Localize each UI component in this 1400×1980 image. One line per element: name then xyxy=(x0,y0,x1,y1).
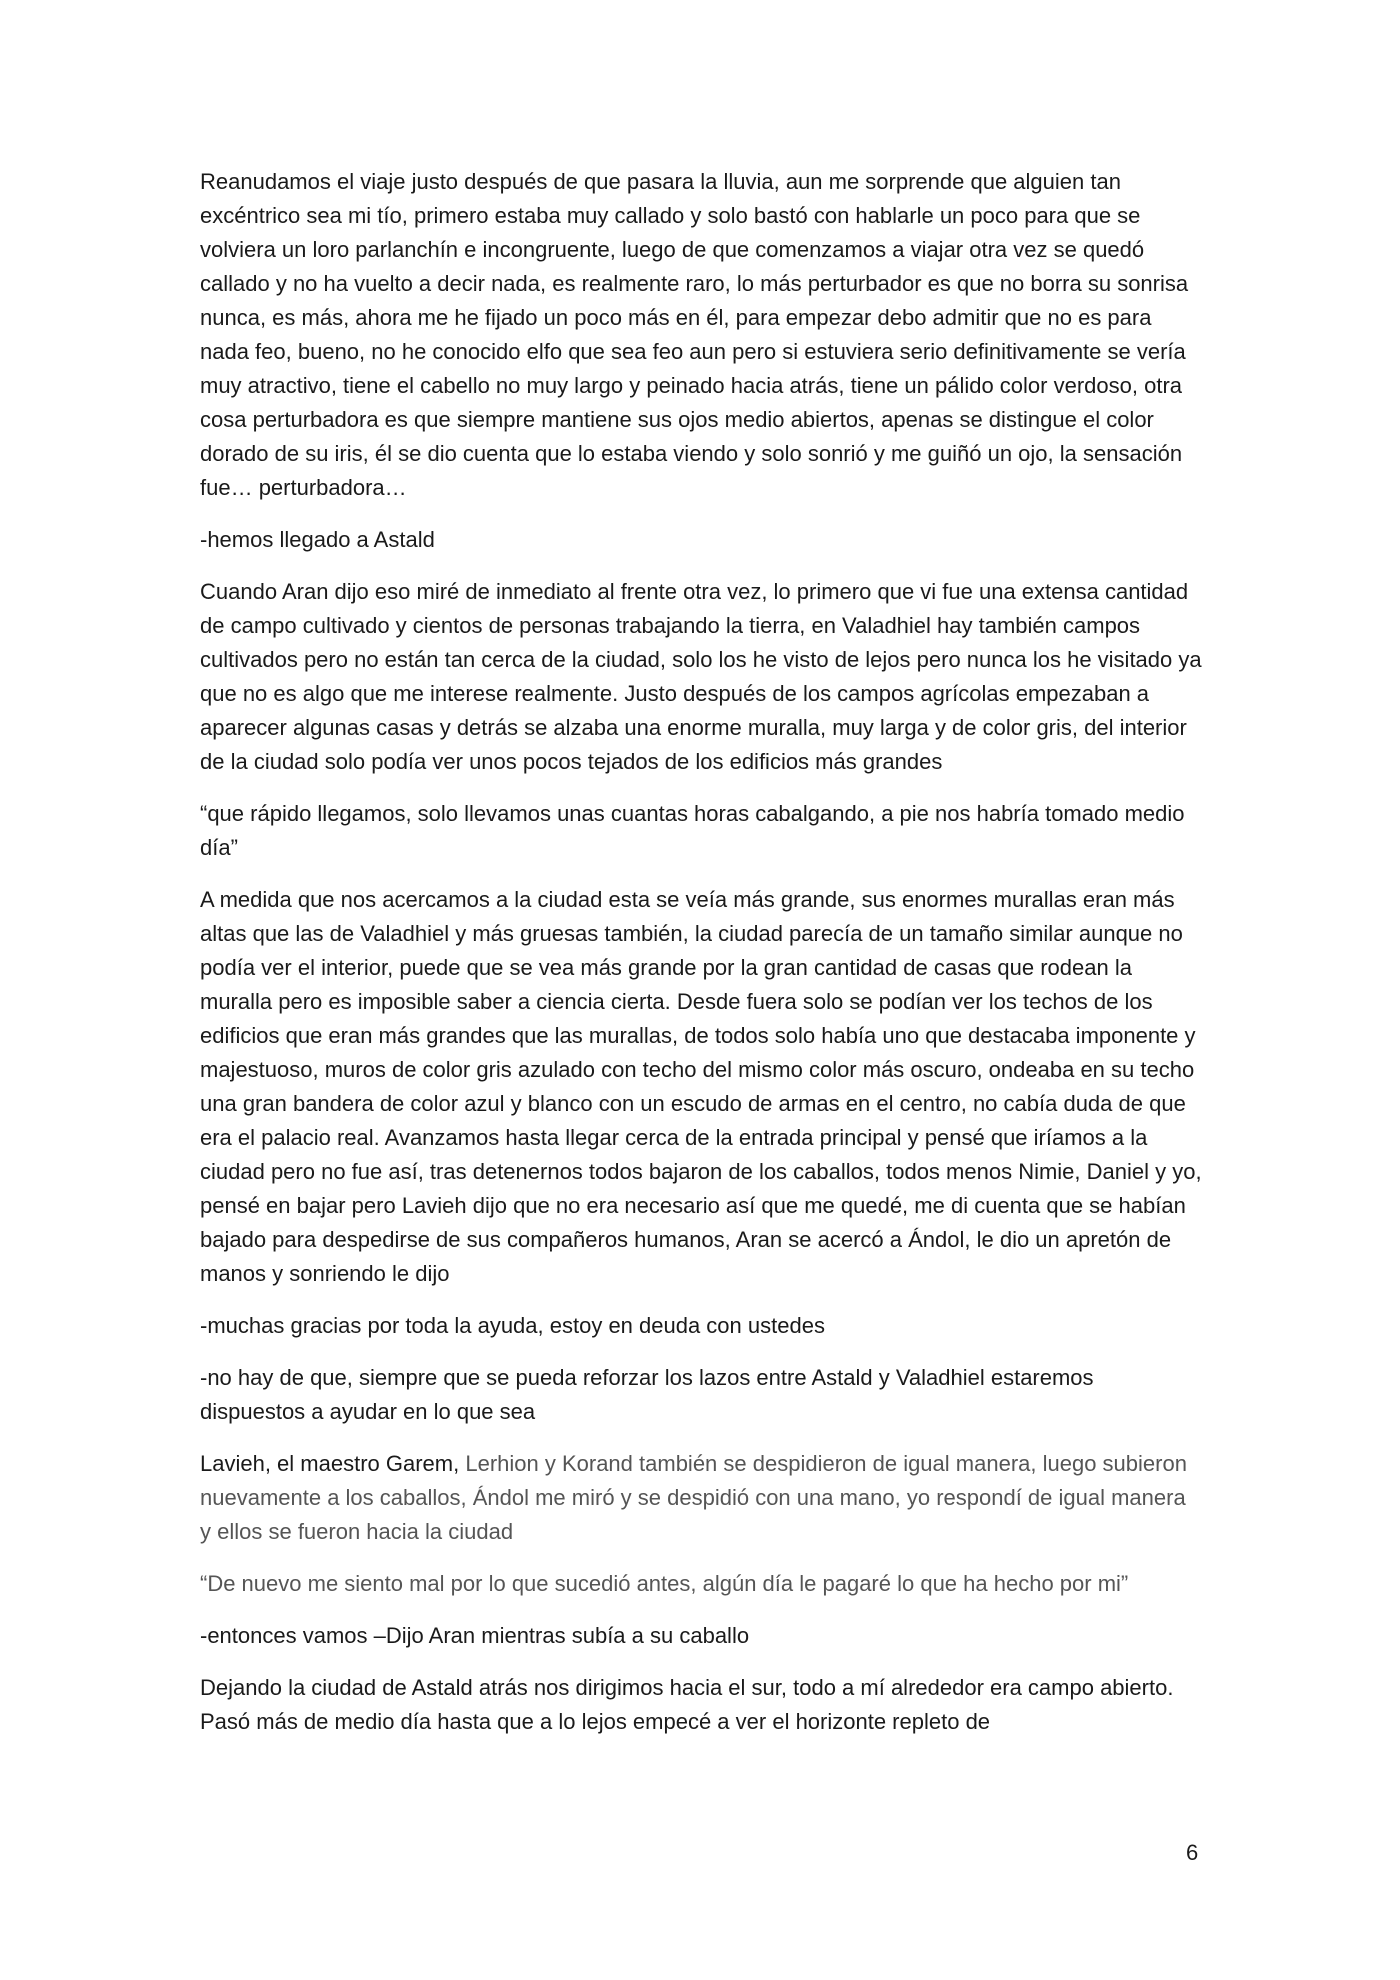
paragraph: Dejando la ciudad de Astald atrás nos dirigimos hacia el sur, todo a mí alrededor era campo abierto. Pasó más de medio día hasta que a lo lejos empecé a ver el horizonte repleto de xyxy=(200,1675,1174,1734)
dark-text-span: Lavieh, el maestro Garem, xyxy=(200,1451,460,1476)
dialogue-line: -entonces vamos –Dijo Aran mientras subía a su caballo xyxy=(200,1623,750,1648)
dialogue-line: -no hay de que, siempre que se pueda reforzar los lazos entre Astald y Valadhiel estaremos dispuestos a ayudar en lo que sea xyxy=(200,1365,1094,1424)
dialogue-line: -muchas gracias por toda la ayuda, estoy en deuda con ustedes xyxy=(200,1313,825,1338)
page-number: 6 xyxy=(1186,1840,1199,1865)
paragraph: A medida que nos acercamos a la ciudad esta se veía más grande, sus enormes murallas eran más altas que las de Valadhiel y más gruesas también, la ciudad parecía de un tamaño similar aunque no podía ver el interior, puede que se vea más grande por la gran cantidad de casas que rodean la muralla pero es imposible saber a ciencia cierta. Desde fuera solo se podían ver los techos de los edificios que eran más grandes que las murallas, de todos solo había uno que destacaba imponente y majestuoso, muros de color gris azulado con techo del mismo color más oscuro, ondeaba en su techo una gran bandera de color azul y blanco con un escudo de armas en el centro, no cabía duda de que era el palacio real. Avanzamos hasta llegar cerca de la entrada principal y pensé que iríamos a la ciudad pero no fue así, tras detenernos todos bajaron de los caballos, todos menos Nimie, Daniel y yo, pensé en bajar pero Lavieh dijo que no era necesario así que me quedé, me di cuenta que se habían bajado para despedirse de sus compañeros humanos, Aran se acercó a Ándol, le dio un apretón de manos y sonriendo le dijo xyxy=(200,887,1202,1286)
mixed-color-paragraph xyxy=(200,1447,1202,1549)
gray-text-span: Lerhion y Korand también se despidieron de igual manera, luego subieron nuevamente a los caballos, Ándol me miró y se despidió con una mano, yo respondí de igual manera y ellos se fueron hacia la ciudad xyxy=(200,1451,1187,1544)
paragraph: Cuando Aran dijo eso miré de inmediato al frente otra vez, lo primero que vi fue una extensa cantidad de campo cultivado y cientos de personas trabajando la tierra, en Valadhiel hay también campos cultivados pero no están tan cerca de la ciudad, solo los he visto de lejos pero nunca los he visitado ya que no es algo que me interese realmente. Justo después de los campos agrícolas empezaban a aparecer algunas casas y detrás se alzaba una enorme muralla, muy larga y de color gris, del interior de la ciudad solo podía ver unos pocos tejados de los edificios más grandes xyxy=(200,579,1202,774)
dialogue-line: -hemos llegado a Astald xyxy=(200,527,435,552)
gray-thought-quote: “De nuevo me siento mal por lo que sucedió antes, algún día le pagaré lo que ha hecho por mi” xyxy=(200,1571,1129,1596)
thought-quote: “que rápido llegamos, solo llevamos unas cuantas horas cabalgando, a pie nos habría tomado medio día” xyxy=(200,801,1185,860)
body-text xyxy=(200,165,1202,1757)
paragraph: Reanudamos el viaje justo después de que pasara la lluvia, aun me sorprende que alguien tan excéntrico sea mi tío, primero estaba muy callado y solo bastó con hablarle un poco para que se volviera un loro parlanchín e incongruente, luego de que comenzamos a viajar otra vez se quedó callado y no ha vuelto a decir nada, es realmente raro, lo más perturbador es que no borra su sonrisa nunca, es más, ahora me he fijado un poco más en él, para empezar debo admitir que no es para nada feo, bueno, no he conocido elfo que sea feo aun pero si estuviera serio definitivamente se vería muy atractivo, tiene el cabello no muy largo y peinado hacia atrás, tiene un pálido color verdoso, otra cosa perturbadora es que siempre mantiene sus ojos medio abiertos, apenas se distingue el color dorado de su iris, él se dio cuenta que lo estaba viendo y solo sonrió y me guiñó un ojo, la sensación fue… perturbadora… xyxy=(200,169,1189,500)
